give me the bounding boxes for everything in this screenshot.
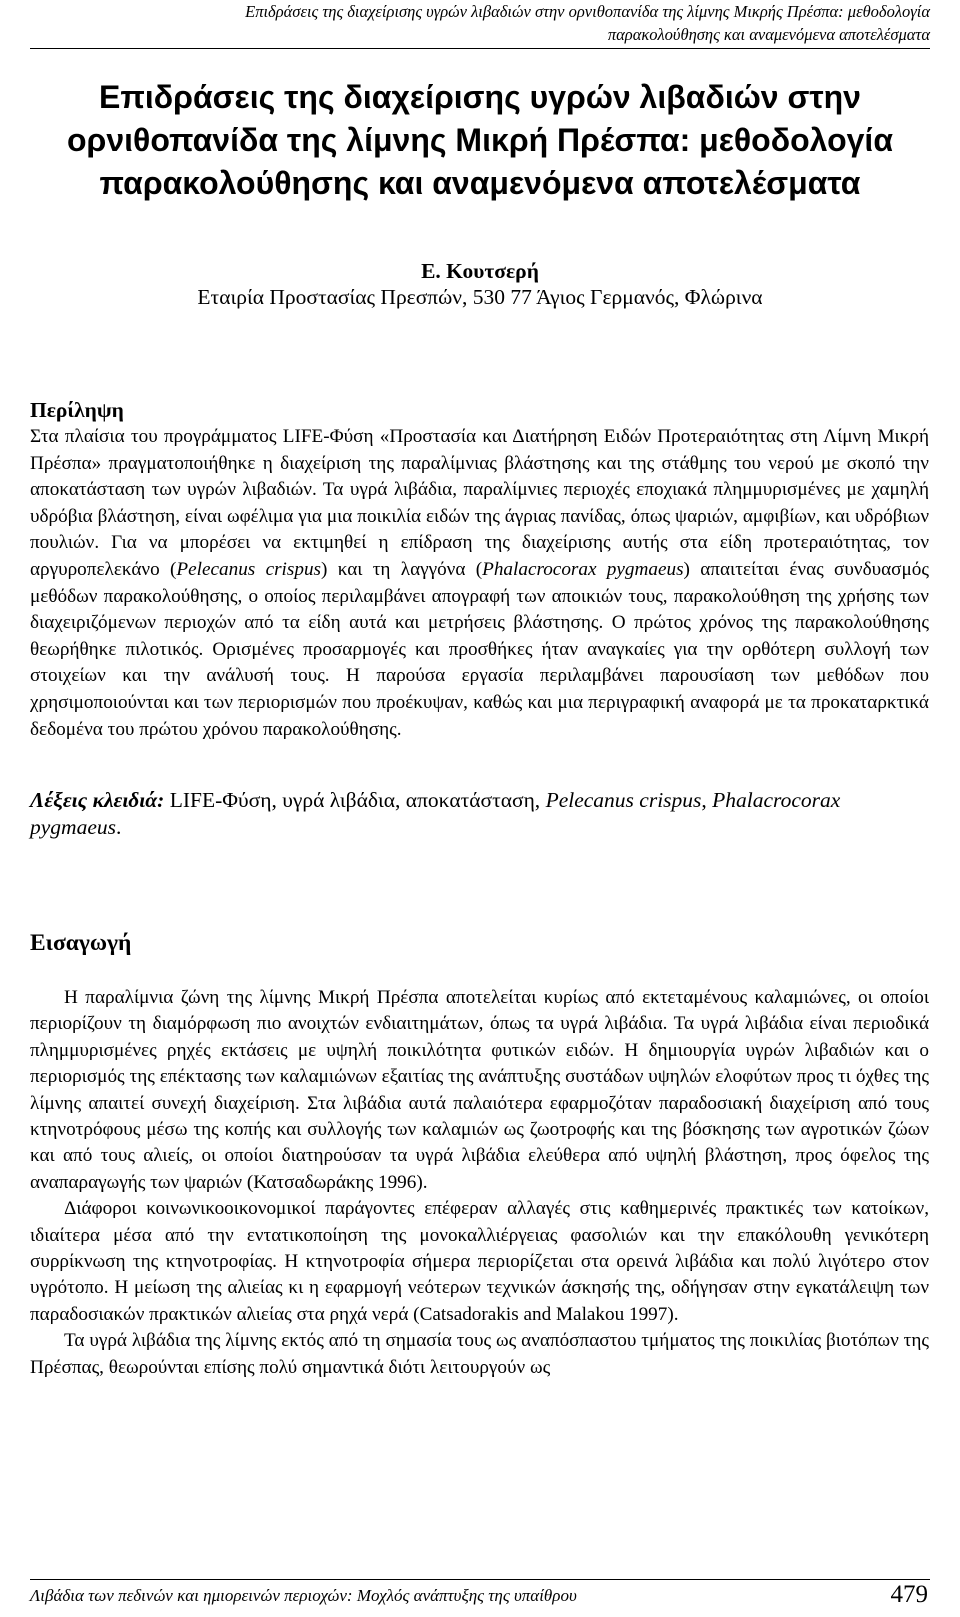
abstract-part-3: ) απαιτείται ένας συνδυασμός μεθόδων παρακολούθησης, ο οποίος περιλαμβάνει απογραφή των αποικιών τους, παρακολούθηση της χρήσης των διαχειριζόμενων περιοχών από τα είδη αυτά και μετρήσεις βλάστησης. Ο πρώτος χρόνος της παρακολούθησης θεωρήθηκε πιλοτικός. Ορισμένες προσαρμογές και προσθήκες ήταν αναγκαίες για την ορθότερη συλλογή των στοιχείων και την ανάλυσή τους. Η παρούσα εργασία περιλαμβάνει παρουσίαση των μεθόδων που χρησιμοποιούνται και των περιορισμών που προέκυψαν, καθώς και μια περιγραφική αναφορά με τα προκαταρκτικά δεδομένα του πρώτου χρόνου παρακολούθησης. [30,558,929,740]
paragraph: Τα υγρά λιβάδια της λίμνης εκτός από τη σημασία τους ως αναπόσπαστου τμήματος της ποικιλίας βιοτόπων της Πρέσπας, θεωρούνται επίσης πολύ σημαντικά διότι λειτουργούν ως [30,1330,929,1378]
running-footer: Λιβάδια των πεδινών και ημιορεινών περιοχών: Μοχλός ανάπτυξης της υπαίθρου [30,1586,577,1605]
footer-rule [30,1579,930,1580]
keywords-end: . [115,815,122,839]
paper-title [40,76,920,205]
keywords-label: Λέξεις κλειδιά: [30,788,165,812]
abstract-part-1: Στα πλαίσια του προγράμματος LIFE-Φύση «Προστασία και Διατήρηση Ειδών Προτεραιότητας στη Λίμνη Μικρή Πρέσπα» πραγματοποιήθηκε η διαχείριση της παραλίμνιας βλάστησης και της στάθμης του νερού με σκοπό την αποκατάσταση των υγρών λιβαδιών. Τα υγρά λιβάδια, παραλίμνιες περιοχές εποχιακά πλημμυρισμένες με χαμηλή υδρόβια βλάστηση, είναι ωφέλιμα για μια ποικιλία ειδών της άγριας πανίδας, όπως ψαριών, αμφιβίων, και υδρόβιων πουλιών. Για να μπορέσει να εκτιμηθεί η επίδραση της διαχείρισης αυτής στα είδη προτεραιότητας, τον αργυροπελεκάνο ( [30,426,929,580]
author-affiliation: Εταιρία Προστασίας Πρεσπών, 530 77 Άγιος Γερμανός, Φλώρινα [197,285,763,309]
abstract-heading: Περίληψη [30,398,124,422]
keyword-species: Phalacrocorax pygmaeus [30,788,841,839]
author-name: Ε. Κουτσερή [421,259,539,283]
title-line-1: Επιδράσεις της διαχείρισης υγρών λιβαδιών στην [99,79,861,115]
keyword-species: Pelecanus crispus [545,788,702,812]
keywords-separator: , [701,788,713,812]
title-line-2: ορνιθοπανίδα της λίμνης Μικρή Πρέσπα: μεθοδολογία [67,122,893,158]
paragraph: Διάφοροι κοινωνικοοικονομικοί παράγοντες επέφεραν αλλαγές στις καθημερινές πρακτικές των κατοίκων, ιδιαίτερα μέσα από την εντατικοποίηση της μονοκαλλιέργειας φασολιών και την επακόλουθη γενικότερη συρρίκνωση της κτηνοτροφίας. Η κτηνοτροφία σήμερα περιορίζεται στα ορεινά λιβάδια και πολύ λιγότερο στον υγρότοπο. Η μείωση της αλιείας κι η εφαρμογή νεότερων τεχνικών άσκησής της, οδήγησαν στην εγκατάλειψη των παραδοσιακών πρακτικών αλιείας στα ρηχά νερά (Catsadorakis and Malakou 1997). [30,1198,929,1325]
running-header-line-1: Επιδράσεις της διαχείρισης υγρών λιβαδιών στην ορνιθοπανίδα της λίμνης Μικρής Πρέσπα: μεθοδολογία [245,2,930,21]
running-header-line-2: παρακολούθησης και αναμενόμενα αποτελέσματα [607,25,930,44]
keywords-plain: LIFE-Φύση, υγρά λιβάδια, αποκατάσταση, [164,788,546,812]
section-heading-introduction: Εισαγωγή [30,930,132,956]
introduction-body [30,985,929,1381]
page-number: 479 [890,1581,928,1608]
keywords [30,787,929,841]
title-line-3: παρακολούθησης και αναμενόμενα αποτελέσματα [99,165,861,201]
paragraph: Η παραλίμνια ζώνη της λίμνης Μικρή Πρέσπα αποτελείται κυρίως από εκτεταμένους καλαμιώνες, οι οποίοι περιορίζουν τη διαμόρφωση πιο ανοιχτών ενδιαιτημάτων, όπως τα υγρά λιβάδια. Τα υγρά λιβάδια είναι περιοδικά πλημμυρισμένες ρηχές εκτάσεις με υψηλή ποικιλότητα φυτικών ειδών. Η δημιουργία υγρών λιβαδιών και ο περιορισμός της επέκτασης των καλαμιώνων εξαιτίας της ανάπτυξης συστάδων υψηλών ελοφύτων προς τι όχθες της λίμνης απαιτεί συνεχή διαχείριση. Στα λιβάδια αυτά παλαιότερα εφαρμοζόταν παραδοσιακή διαχείριση από τους κτηνοτρόφους μέσω της κοπής και συλλογής των καλαμιών ως ζωοτροφής και της βόσκησης των αγροτικών ζώων και από τους αλιείς, οι οποίοι διατηρούσαν τα υγρά λιβάδια ελεύθερα από υψηλή βλάστηση, προς όφελος της αναπαραγωγής των ψαριών (Κατσαδωράκης 1996). [30,987,929,1193]
abstract-part-2: ) και τη λαγγόνα ( [321,558,483,580]
species-name: Pelecanus crispus [176,558,321,580]
species-name: Phalacrocorax pygmaeus [482,558,684,580]
running-header [50,0,930,46]
abstract-text [30,424,929,743]
header-rule [30,48,930,49]
